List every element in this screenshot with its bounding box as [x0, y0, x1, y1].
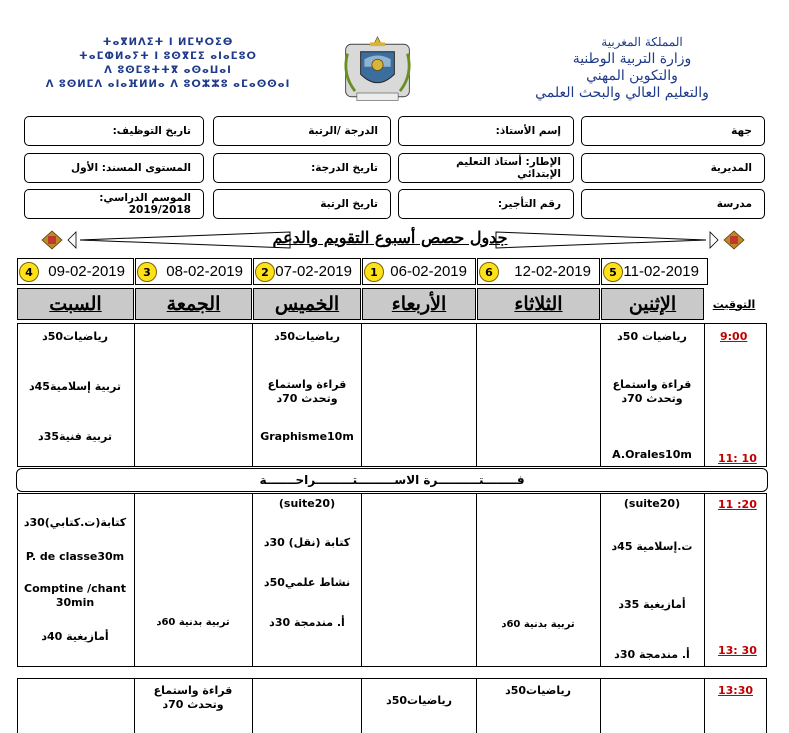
thursday-d-3: نشاط علمي50د [263, 576, 351, 589]
tifinagh-line-2: ⵜⴰⵎⵀⵍⴰⵢⵜ ⵏ ⵓⵙⴳⵎⵉ ⴰⵏⴰⵎⵓⵔ [79, 51, 257, 62]
time-1330: 13: 30 [718, 644, 757, 657]
grade-rank-box: الدرجة /الرتبة [213, 116, 391, 146]
region-box: جهة [581, 116, 765, 146]
monday-d-1: (suite20) [623, 497, 681, 510]
monday-d-3: أمازيغية 35د [618, 598, 686, 611]
date-monday: 11-02-2019 [601, 258, 708, 285]
day-tuesday: الثلاثاء [477, 288, 600, 320]
schedule-title: جدول حصص أسبوع التقويم والدعم [272, 228, 508, 247]
date-badge-wednesday: 1 [364, 262, 384, 282]
day-wednesday: الأربعاء [362, 288, 476, 320]
date-badge-monday: 5 [603, 262, 623, 282]
monday-m-2: قراءة واستماع وتحدث 70د [612, 378, 692, 405]
grade-date-box: تاريخ الدرجة: [213, 153, 391, 183]
day-monday: الإثنين [601, 288, 704, 320]
tuesday-a-1: رياضيات50د [505, 684, 571, 697]
tuesday-d-1: تربية بدنية 60د [501, 619, 575, 630]
date-wednesday: 06-02-2019 [362, 258, 476, 285]
arabic-line-3: والتكوين المهني [586, 68, 678, 84]
wednesday-a-1: رياضيات50د [386, 694, 452, 707]
break-bar: فــــــــتــــــــــرة الاســـــــــتـــــــــراحـــــــة [16, 468, 768, 492]
date-tuesday: 12-02-2019 [477, 258, 600, 285]
school-year-box: الموسم الدراسي: 2019/2018 [24, 189, 204, 219]
thursday-d-4: أ. مندمجة 30د [269, 616, 345, 629]
thursday-m-3: Graphisme10m [260, 430, 354, 443]
time-0900: 9:00 [720, 330, 748, 343]
friday-a-1: قراءة واستماع وتحدث 70د [153, 684, 233, 711]
thursday-d-1: (suite20) [278, 497, 336, 510]
date-thursday: 07-02-2019 [253, 258, 361, 285]
tifinagh-line-4: ⴷ ⵓⵙⵍⵎⴷ ⴰⵏⴰⴼⵍⵍⴰ ⴷ ⵓⵔⵣⵣⵓ ⴰⵎⴰⵙⵙⴰⵏ [45, 79, 291, 90]
school-box: مدرسة [581, 189, 765, 219]
arabic-line-4: والتعليم العالي والبحث العلمي [535, 85, 709, 101]
date-badge-tuesday: 6 [479, 262, 499, 282]
monday-d-4: أ. مندمجة 30د [614, 648, 690, 661]
thursday-d-2: كتابة (نقل) 30د [263, 536, 351, 549]
friday-d-1: تربية بدنية 60د [156, 617, 230, 628]
monday-m-3: A.Orales10m [612, 448, 692, 461]
rank-date-box: تاريخ الرتبة [213, 189, 391, 219]
saturday-m-3: تربية فنية35د [38, 430, 112, 443]
coat-of-arms-icon [340, 33, 415, 108]
timing-header: التوقيت [712, 297, 756, 311]
day-friday: الجمعة [135, 288, 252, 320]
date-saturday: 09-02-2019 [17, 258, 134, 285]
time-1330b: 13:30 [718, 684, 754, 697]
tifinagh-header [18, 36, 318, 92]
directorate-box: المديرية [581, 153, 765, 183]
saturday-m-1: رياضيات50د [42, 330, 108, 343]
level-box: المستوى المسند: الأول [24, 153, 204, 183]
saturday-d-2: P. de classe30m [25, 550, 125, 563]
monday-m-1: رياضيات 50د [617, 330, 687, 343]
time-1120: 11 :20 [718, 498, 757, 511]
hire-date-box: تاريخ التوظيف: [24, 116, 204, 146]
date-friday: 08-02-2019 [135, 258, 252, 285]
date-badge-friday: 3 [137, 262, 157, 282]
teacher-box: إسم الأستاذ: [398, 116, 574, 146]
arabic-header [497, 34, 747, 102]
saturday-d-1: كتابة(ت.كتابي)30د [23, 516, 127, 529]
date-badge-thursday: 2 [255, 262, 275, 282]
time-1110: 11: 10 [718, 452, 757, 465]
saturday-d-3: Comptine /chant 30min [24, 582, 126, 609]
day-saturday: السبت [17, 288, 134, 320]
tifinagh-line-1: ⵜⴰⴳⵍⴷⵉⵜ ⵏ ⵍⵎⵖⵔⵉⴱ [102, 37, 234, 48]
saturday-m-2: تربية إسلامية45د [29, 380, 121, 393]
monday-d-2: ت.إسلامية 45د [611, 540, 693, 553]
date-badge-saturday: 4 [19, 262, 39, 282]
tifinagh-line-3: ⴷ ⵓⵙⵎⵓⵜⵜⴳ ⴰⵙⴰⵡⴰⵏ [104, 65, 232, 76]
arabic-line-1: المملكة المغربية [601, 35, 683, 49]
thursday-m-1: رياضيات50د [274, 330, 340, 343]
day-thursday: الخميس [253, 288, 361, 320]
pay-number-box: رقم التأجير: [398, 189, 574, 219]
arabic-line-2: وزارة التربية الوطنية [572, 51, 692, 67]
saturday-d-4: أمازيغية 40د [41, 630, 109, 643]
thursday-m-2: قراءة واستماع وتحدث 70د [267, 378, 347, 405]
frame-box: الإطار: أستاذ التعليم الإبتدائي [398, 153, 574, 183]
